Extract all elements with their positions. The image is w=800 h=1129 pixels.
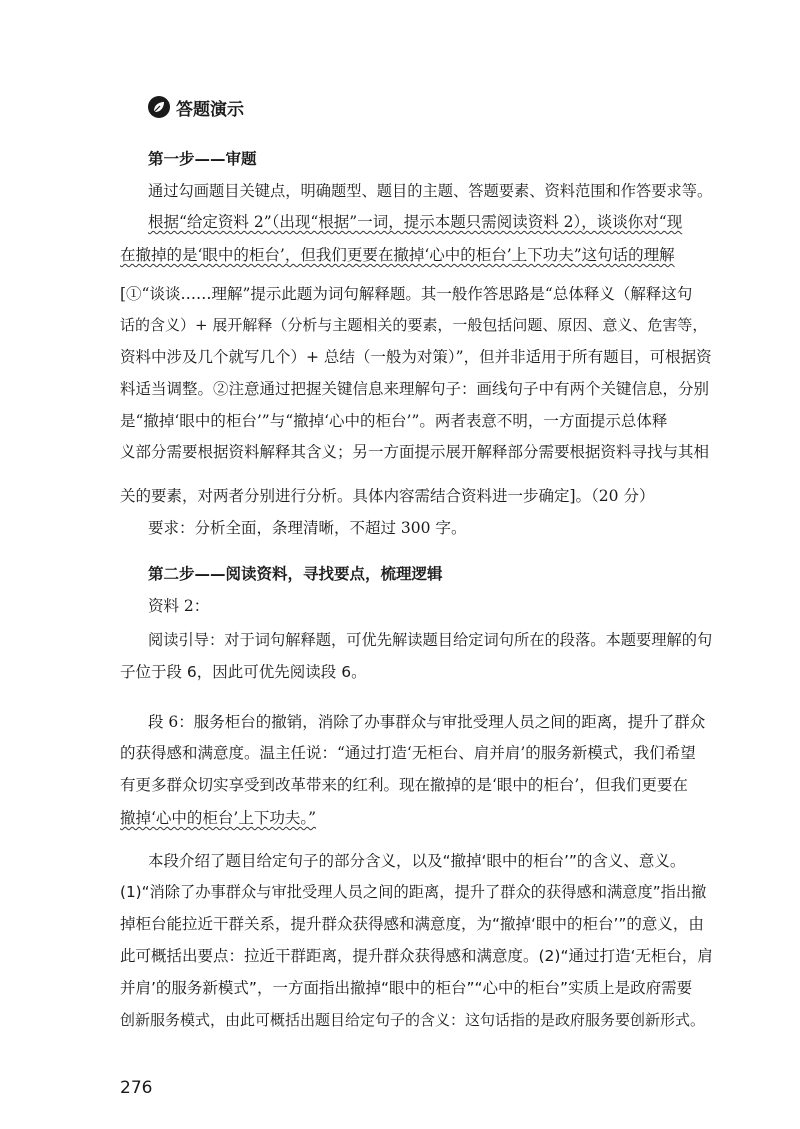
paragraph6-line: 撤掉‘心中的柜台’上下功夫。” <box>120 809 317 827</box>
step1-para-line: 在撤掉的是‘眼中的柜台’，但我们更要在撤掉‘心中的柜台’上下功夫”这句话的理解 <box>120 246 675 264</box>
step1-para-line: 是“撤掉‘眼中的柜台’”与“撤掉‘心中的柜台’”。两者表意不明，一方面提示总体释 <box>120 412 668 430</box>
material-label: 资料 2： <box>148 597 210 615</box>
paragraph6-line: 有更多群众切实享受到改革带来的红利。现在撤掉的是‘眼中的柜台’，但我们更要在 <box>120 776 688 794</box>
step1-intro: 通过勾画题目关键点，明确题型、题目的主题、答题要素、资料范围和作答要求等。 <box>148 182 713 200</box>
analysis-line: 本段介绍了题目给定句子的部分含义，以及“撤掉‘眼中的柜台’”的含义、意义。 <box>148 852 686 870</box>
analysis-line: 掉柜台能拉近干群关系，提升群众获得感和满意度，为“撤掉‘眼中的柜台’”的意义，由 <box>120 915 704 933</box>
paragraph6-line: 的获得感和满意度。温主任说：“通过打造‘无柜台、肩并肩’的服务新模式，我们希望 <box>120 744 696 762</box>
reading-guide-line: 子位于段 6，因此可优先阅读段 6。 <box>120 663 367 681</box>
page-number: 276 <box>120 1078 153 1098</box>
analysis-line: 并肩’的服务新模式”，一方面指出撤掉“眼中的柜台”“心中的柜台”实质上是政府需要 <box>120 979 693 997</box>
step1-para-line: 关的要素，对两者分别进行分析。具体内容需结合资料进一步确定]。（20 分） <box>120 487 655 505</box>
step1-para-line: [①“谈谈……理解”提示此题为词句解释题。其一般作答思路是“总体释义（解释这句 <box>120 285 693 303</box>
paragraph6-line: 段 6：服务柜台的撤销，消除了办事群众与审批受理人员之间的距离，提升了群众 <box>148 713 706 731</box>
analysis-line: 此可概括出要点：拉近干群距离，提升群众获得感和满意度。(2)“通过打造‘无柜台，肩 <box>120 947 713 965</box>
section-header <box>148 94 244 120</box>
section-title: 答题演示 <box>176 99 244 120</box>
step1-para-line: 根据“给定资料 2”（出现“根据”一词，提示本题只需阅读资料 2），谈谈你对“现 <box>148 213 683 231</box>
step1-requirement: 要求：分析全面，条理清晰，不超过 300 字。 <box>148 519 467 537</box>
step1-title: 第一步——审题 <box>148 150 257 168</box>
step1-para-line: 话的含义）+ 展开解释（分析与主题相关的要素，一般包括问题、原因、意义、危害等， <box>120 316 708 334</box>
step1-para-line: 义部分需要根据资料解释其含义；另一方面提示展开解释部分需要根据资料寻找与其相 <box>120 443 710 461</box>
step1-para-line: 料适当调整。②注意通过把握关键信息来理解句子：画线句子中有两个关键信息，分别 <box>120 380 710 398</box>
analysis-line: (1)“消除了办事群众与审批受理人员之间的距离，提升了群众的获得感和满意度”指出撤 <box>120 883 707 901</box>
step2-title: 第二步——阅读资料，寻找要点，梳理逻辑 <box>148 565 443 583</box>
leaf-icon <box>148 96 170 118</box>
analysis-line: 创新服务模式，由此可概括出题目给定句子的含义：这句话指的是政府服务要创新形式。 <box>120 1011 706 1029</box>
step1-para-line: 资料中涉及几个就写几个）+ 总结（一般为对策）”，但并非适用于所有题目，可根据资 <box>120 348 712 366</box>
reading-guide-line: 阅读引导：对于词句解释题，可优先解读题目给定词句所在的段落。本题要理解的句 <box>148 631 713 649</box>
